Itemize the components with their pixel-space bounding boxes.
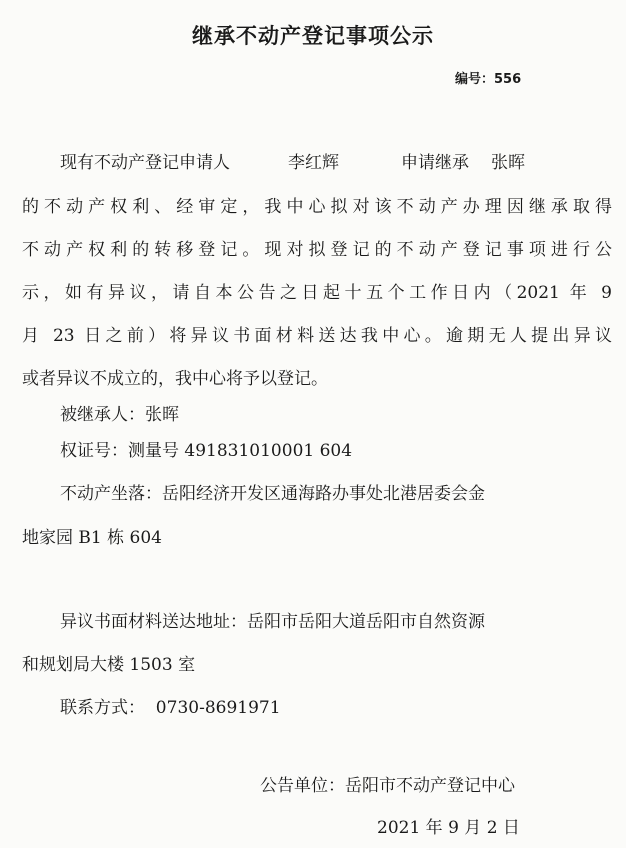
location-field-line-2: 地家园 B1 栋 604 [22, 528, 162, 548]
address-field-line-2: 和规划局大楼 1503 室 [22, 655, 196, 675]
body-line-4: 示，如有异议，请自本公告之日起十五个工作日内（2021 年 9 [22, 283, 612, 303]
address-field-line-1: 异议书面材料送达地址：岳阳市岳阳大道岳阳市自然资源 [60, 612, 485, 632]
body-line-1-prefix: 现有不动产登记申请人 [60, 153, 230, 173]
body-line-1-mid: 申请继承 [401, 153, 469, 173]
body-line-6: 或者异议不成立的，我中心将予以登记。 [22, 369, 328, 389]
certificate-field: 权证号：测量号 491831010001 604 [60, 441, 353, 461]
body-line-3: 不动产权利的转移登记。现对拟登记的不动产登记事项进行公 [22, 240, 612, 260]
issuing-unit: 公告单位：岳阳市不动产登记中心 [260, 776, 515, 796]
body-line-2: 的不动产权利、经审定，我中心拟对该不动产办理因继承取得 [22, 197, 612, 217]
issue-date: 2021 年 9 月 2 日 [377, 818, 520, 838]
location-field-line-1: 不动产坐落：岳阳经济开发区通海路办事处北港居委会金 [60, 484, 485, 504]
contact-field: 联系方式： 0730-8691971 [60, 698, 281, 718]
body-line-1 [60, 152, 620, 174]
document-number: 编号：556 [455, 72, 522, 87]
applicant-name: 李红辉 [288, 153, 339, 173]
body-line-5: 月 23 日之前）将异议书面材料送达我中心。逾期无人提出异议 [22, 326, 612, 346]
page-title: 继承不动产登记事项公示 [192, 24, 434, 48]
decedent-field: 被继承人：张晖 [60, 405, 179, 425]
heir-of-name: 张晖 [491, 153, 525, 173]
